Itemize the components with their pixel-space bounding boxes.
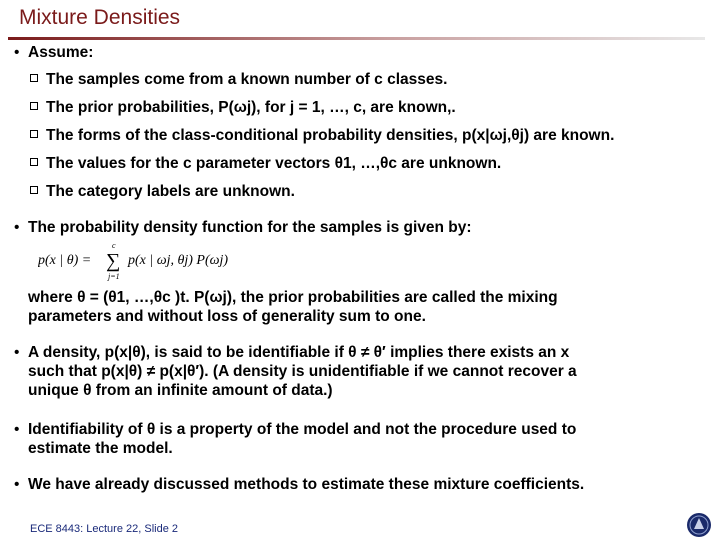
where-line-1: where θ = (θ1, …,θc )t. P(ωj), the prior probabilities are called the mixing — [28, 289, 558, 306]
sub-bullet-text: The values for the c parameter vectors θ1, …,θc are unknown. — [46, 155, 502, 172]
slide-title: Mixture Densities — [19, 6, 181, 29]
bullet-dot: • — [14, 344, 20, 361]
ident-line-2: such that p(x|θ) ≠ p(x|θ′). (A density is unidentifiable if we cannot recover a — [28, 363, 577, 380]
bullet-assume-text: Assume: — [28, 44, 94, 61]
sub-bullet-text: The prior probabilities, P(ωj), for j = 1, …, c, are known,. — [46, 99, 456, 116]
bullet-dot: • — [14, 219, 20, 236]
sub-bullet-3 — [30, 126, 614, 145]
slide-footer: ECE 8443: Lecture 22, Slide 2 — [30, 523, 178, 535]
sub-bullet-text: The category labels are unknown. — [46, 183, 295, 200]
title-divider — [8, 37, 705, 40]
equation-lhs: p(x | θ) = — [38, 253, 92, 268]
bullet-assume — [14, 43, 93, 62]
sub-bullet-text: The samples come from a known number of c classes. — [46, 71, 448, 88]
sum-upper-limit: c — [112, 242, 116, 250]
ident-line-3: unique θ from an infinite amount of data.) — [28, 382, 333, 399]
sub-bullet-4 — [30, 154, 501, 173]
bullet-pdf — [14, 218, 472, 237]
sub-bullet-1 — [30, 70, 447, 89]
sub-bullet-2 — [30, 98, 456, 117]
bullet-methods — [14, 475, 584, 494]
sub-bullet-5 — [30, 182, 295, 201]
square-bullet-icon — [30, 102, 38, 110]
sub-bullet-text: The forms of the class-conditional probability densities, p(x|ωj,θj) are known. — [46, 127, 615, 144]
square-bullet-icon — [30, 130, 38, 138]
methods-text: We have already discussed methods to estimate these mixture coefficients. — [28, 476, 585, 493]
equation-rhs: p(x | ωj, θj) P(ωj) — [128, 253, 229, 268]
bullet-dot: • — [14, 421, 20, 438]
ident-line-1: A density, p(x|θ), is said to be identifiable if θ ≠ θ′ implies there exists an x — [28, 344, 570, 361]
bullet-dot: • — [14, 476, 20, 493]
square-bullet-icon — [30, 74, 38, 82]
university-logo-icon — [686, 512, 712, 538]
bullet-pdf-text: The probability density function for the samples is given by: — [28, 219, 472, 236]
bullet-identifiable — [14, 343, 577, 400]
summation-symbol: ∑ — [106, 250, 121, 272]
square-bullet-icon — [30, 186, 38, 194]
model-line-2: estimate the model. — [28, 440, 173, 457]
square-bullet-icon — [30, 158, 38, 166]
where-line-2: parameters and without loss of generality sum to one. — [28, 308, 426, 325]
mixture-density-equation — [38, 242, 268, 282]
model-line-1: Identifiability of θ is a property of the model and not the procedure used to — [28, 421, 577, 438]
bullet-dot: • — [14, 44, 20, 61]
where-paragraph — [28, 288, 558, 326]
bullet-model — [14, 420, 576, 458]
sum-lower-limit: j=1 — [108, 272, 120, 281]
